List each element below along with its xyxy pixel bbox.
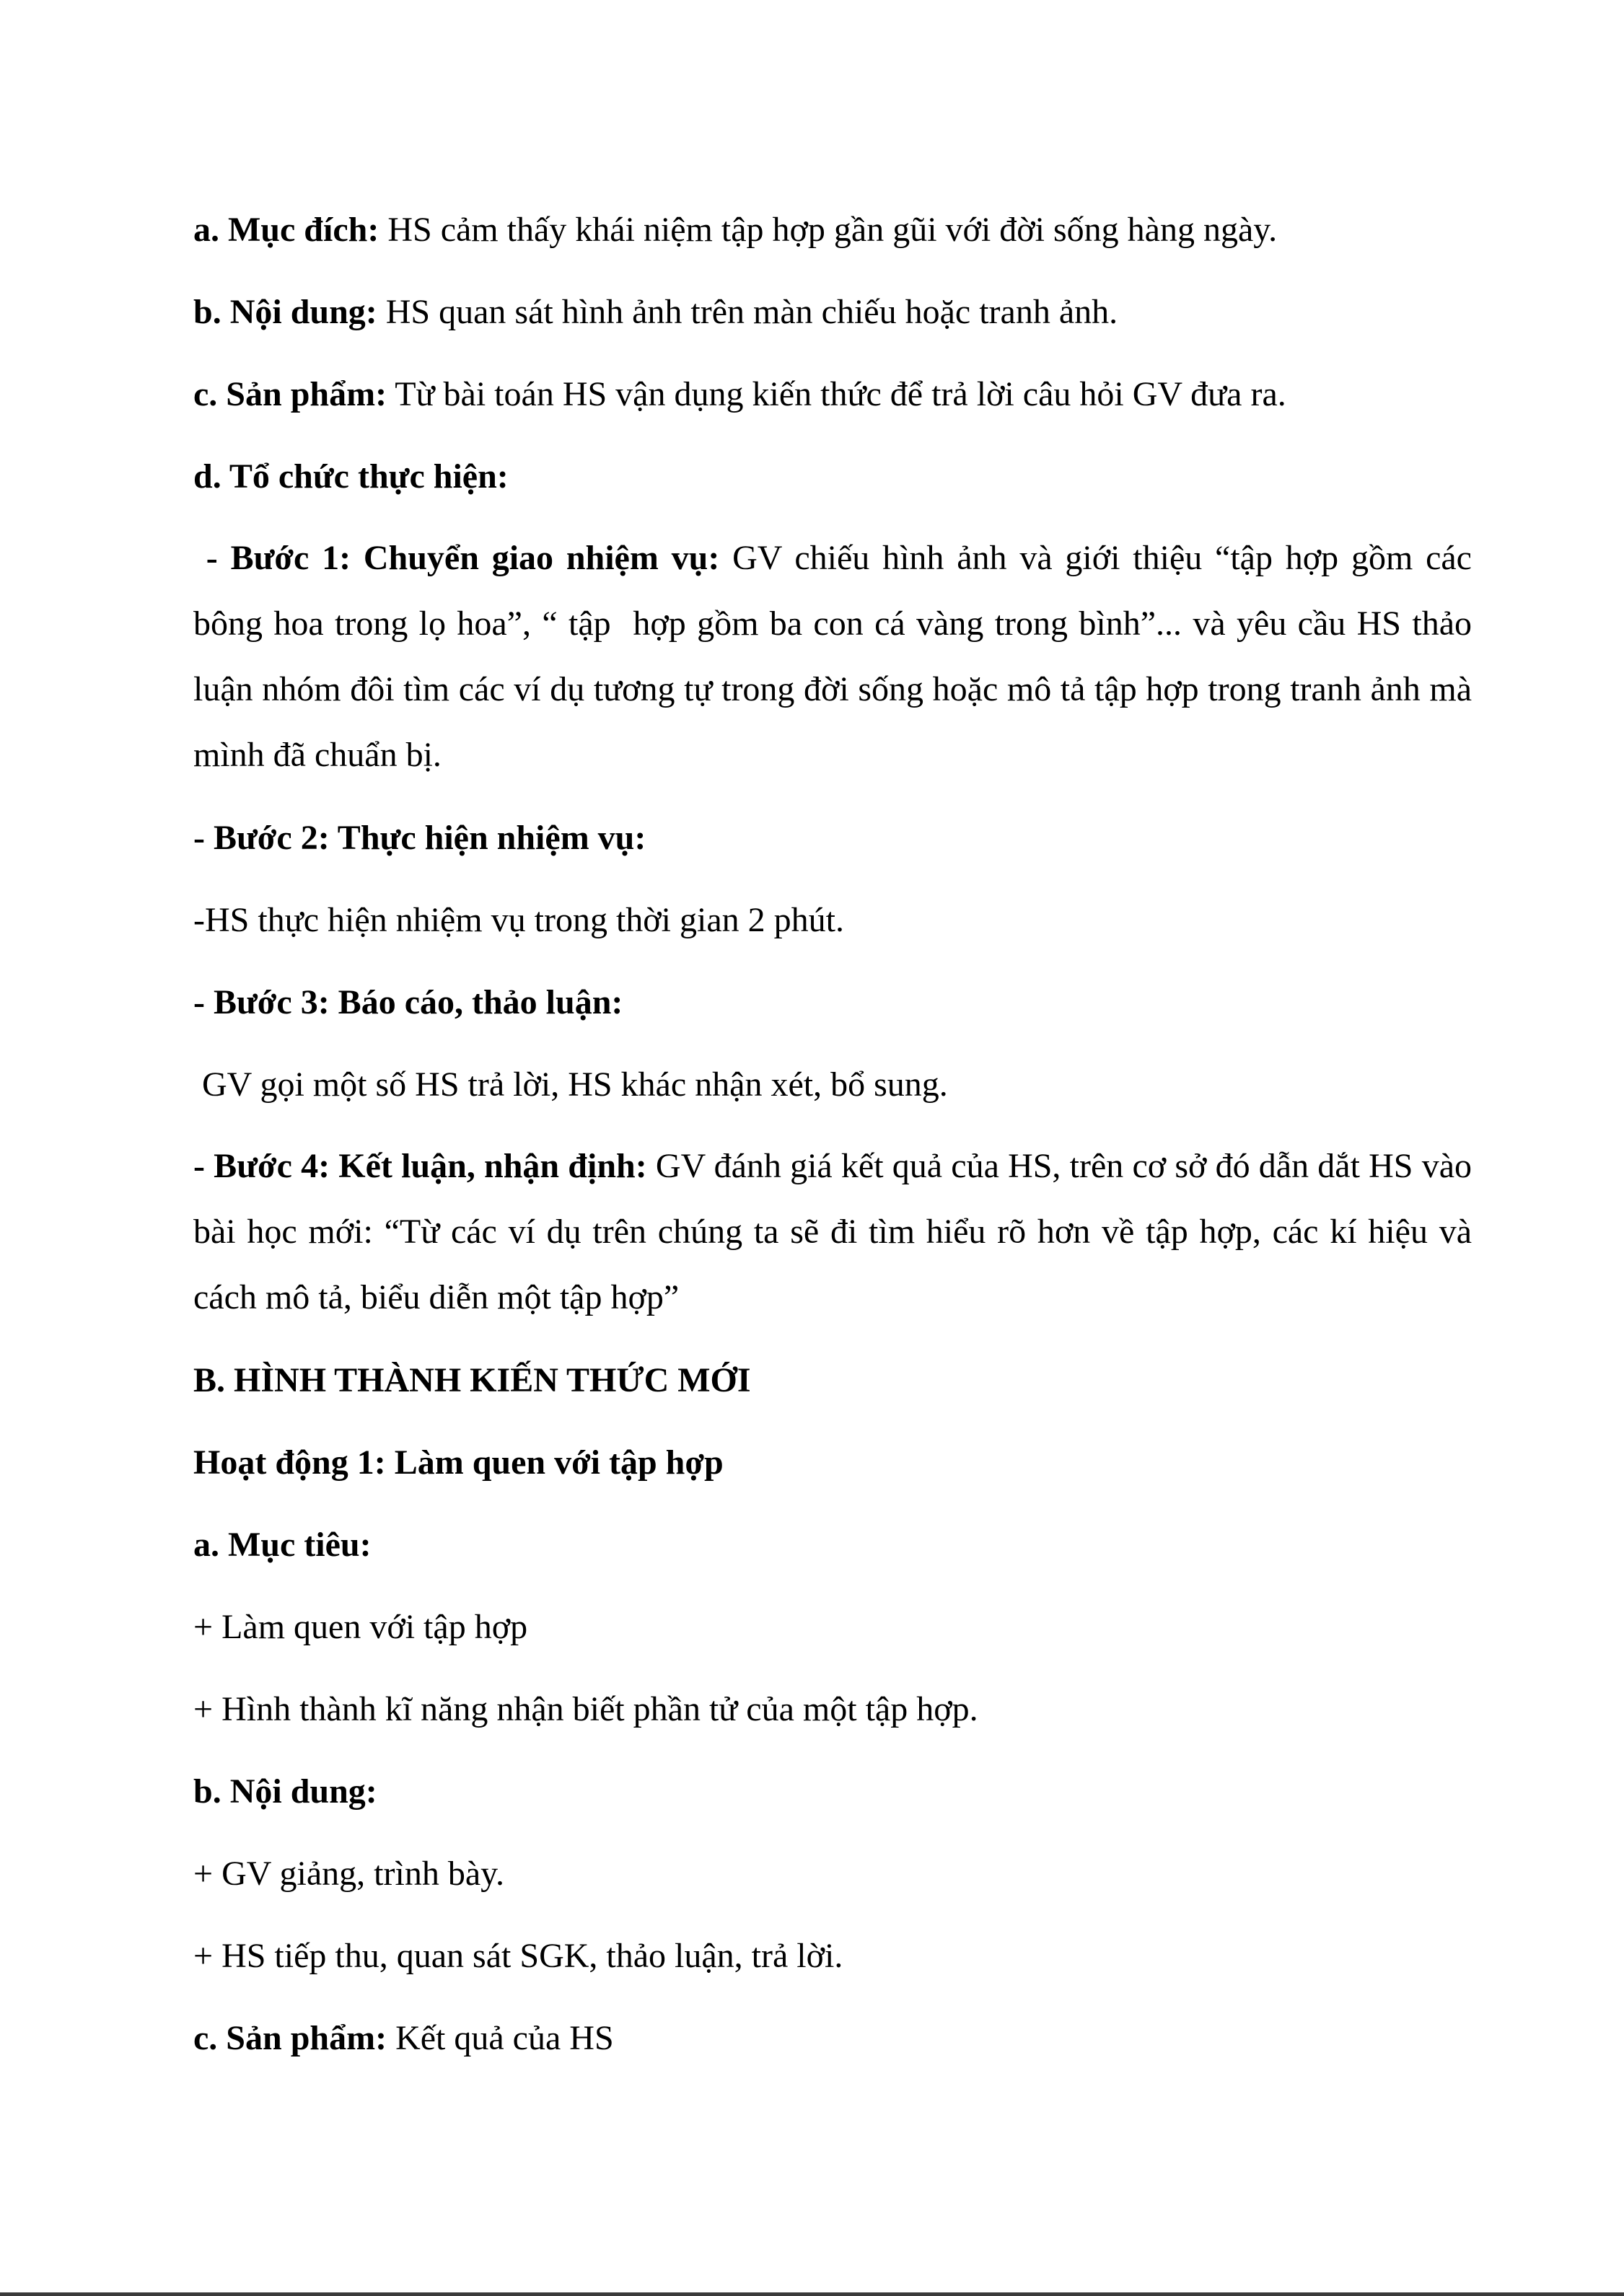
san-pham-label: c. Sản phẩm: [193, 375, 387, 413]
section-b-heading [193, 1340, 1472, 1422]
muc-dich-label: a. Mục đích: [193, 211, 379, 249]
section-b-title: B. HÌNH THÀNH KIẾN THỨC MỚI [193, 1361, 751, 1399]
noi-dung-line [193, 271, 1472, 353]
buoc-1-paragraph [193, 518, 1480, 797]
noi-dung-2-item-1: + GV giảng, trình bày. [193, 1855, 505, 1893]
buoc-1-text: GV chiếu hình ảnh và giới thiệu “tập hợp gồm các bông hoa trong lọ hoa”, “ tập hợp gồm ba con cá vàng trong bình”... và yêu cầu HS thảo luận nhóm đôi tìm các ví dụ tương tự trong đời sống hoặc mô tả tập hợp trong tranh ảnh mà mình đã chuẩn bị. [193, 539, 1480, 774]
muc-tieu-heading [193, 1504, 1472, 1586]
muc-dich-line [193, 189, 1472, 271]
muc-dich-text: HS cảm thấy khái niệm tập hợp gần gũi với đời sống hàng ngày. [379, 211, 1278, 249]
to-chuc-line [193, 436, 1472, 518]
san-pham-2-text: Kết quả của HS [387, 2019, 614, 2057]
buoc-4-text: GV đánh giá kết quả của HS, trên cơ sở đó dẫn dắt HS vào bài học mới: “Từ các ví dụ trên chúng ta sẽ đi tìm hiểu rõ hơn về tập hợp, các kí hiệu và cách mô tả, biểu diễn một tập hợp” [193, 1147, 1472, 1316]
buoc-2-line [193, 797, 1472, 879]
noi-dung-text: HS quan sát hình ảnh trên màn chiếu hoặc tranh ảnh. [377, 293, 1118, 331]
muc-tieu-label: a. Mục tiêu: [193, 1526, 372, 1564]
to-chuc-label: d. Tổ chức thực hiện: [193, 457, 509, 496]
buoc-4-label: - Bước 4: Kết luận, nhận định: [193, 1147, 647, 1185]
san-pham-text: Từ bài toán HS vận dụng kiến thức để trả lời câu hỏi GV đưa ra. [387, 375, 1286, 413]
noi-dung-2-label: b. Nội dung: [193, 1772, 377, 1811]
buoc-3-label: - Bước 3: Báo cáo, thảo luận: [193, 983, 623, 1021]
document-page [193, 189, 1480, 2080]
noi-dung-label: b. Nội dung: [193, 293, 377, 331]
buoc-3-line [193, 962, 1472, 1044]
buoc-4-paragraph [193, 1126, 1472, 1340]
san-pham-2-line [193, 1997, 1472, 2080]
hoat-dong-1-title: Hoạt động 1: Làm quen với tập hợp [193, 1443, 724, 1482]
san-pham-2-label: c. Sản phẩm: [193, 2019, 387, 2057]
noi-dung-2-heading [193, 1751, 1472, 1833]
muc-tieu-item-2: + Hình thành kĩ năng nhận biết phần tử của một tập hợp. [193, 1690, 978, 1728]
muc-tieu-item-1: + Làm quen với tập hợp [193, 1608, 528, 1646]
page-bottom-border [0, 2292, 1624, 2296]
buoc-3-text: GV gọi một số HS trả lời, HS khác nhận xét, bổ sung. [193, 1065, 948, 1104]
buoc-2-text: -HS thực hiện nhiệm vụ trong thời gian 2 phút. [193, 901, 844, 939]
buoc-1-label: - Bước 1: Chuyển giao nhiệm vụ: [193, 539, 720, 577]
san-pham-line [193, 353, 1472, 436]
hoat-dong-1-heading [193, 1422, 1472, 1504]
buoc-2-label: - Bước 2: Thực hiện nhiệm vụ: [193, 819, 646, 857]
noi-dung-2-item-2: + HS tiếp thu, quan sát SGK, thảo luận, trả lời. [193, 1937, 843, 1975]
